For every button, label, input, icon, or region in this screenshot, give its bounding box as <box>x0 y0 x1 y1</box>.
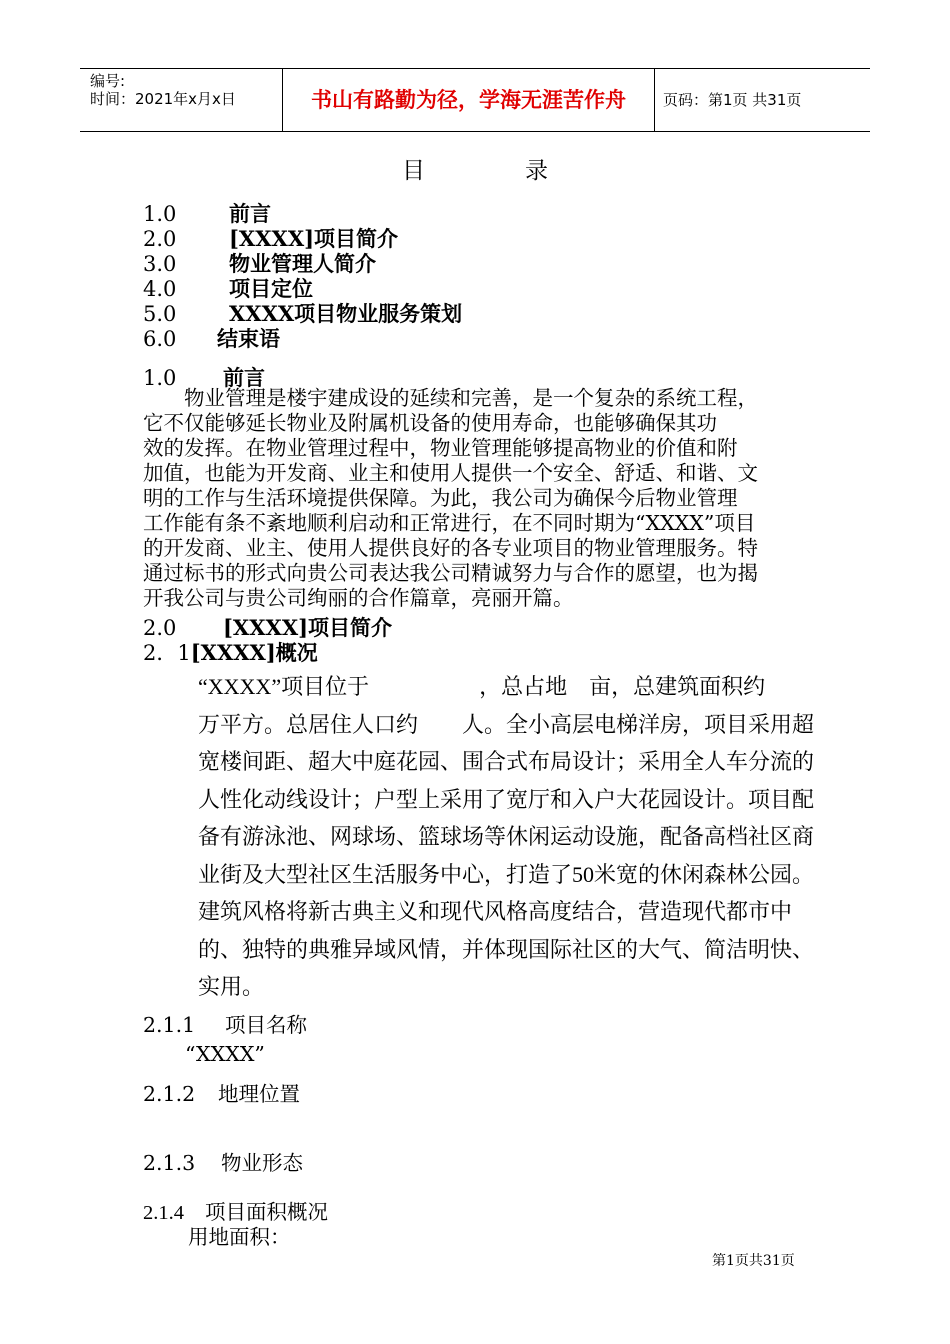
preface-paragraph <box>143 386 823 611</box>
text-line: 的开发商、业主、使用人提供良好的各专业项目的物业管理服务。特 <box>143 536 758 560</box>
text-line: 工作能有条不紊地顺利启动和正常进行，在不同时期为“XXXX”项目 <box>143 511 756 535</box>
section-number: 2.0 <box>143 616 177 640</box>
overview-paragraph <box>198 668 838 1006</box>
text-line: 业街及大型社区生活服务中心，打造了50米宽的休闲森林公园。 <box>198 861 815 887</box>
toc-item <box>143 201 462 226</box>
section-title: [XXXX]项目简介 <box>223 615 393 640</box>
toc-item <box>143 326 462 351</box>
subsection-heading <box>143 1146 303 1176</box>
toc-item <box>143 276 462 301</box>
toc-text: [XXXX]项目简介 <box>229 226 399 251</box>
text-line: 万平方。总居住人口约 人。全小高层电梯洋房，项目采用超 <box>198 711 815 737</box>
subsection-number: 2.1.2 <box>143 1082 196 1106</box>
page-footer: 第1页共31页 <box>712 1253 795 1269</box>
subsection-title: 地理位置 <box>218 1082 300 1106</box>
subsection-heading <box>143 1077 300 1107</box>
toc-item <box>143 301 462 326</box>
toc-text: 项目定位 <box>229 276 313 301</box>
toc-item <box>143 226 462 251</box>
subsection-number: 2.1.4 <box>143 1202 184 1224</box>
land-area-label: 用地面积： <box>188 1225 291 1249</box>
section-title: [XXXX]概况 <box>190 640 318 665</box>
toc-text: 结束语 <box>217 326 280 351</box>
toc-number: 1.0 <box>143 202 177 226</box>
text-line: 通过标书的形式向贵公司表达我公司精诚努力与合作的愿望，也为揭 <box>143 561 758 585</box>
header-meta <box>80 69 282 131</box>
page-header <box>80 68 870 132</box>
toc-number: 5.0 <box>143 302 177 326</box>
section-number: 2．1 <box>143 641 191 665</box>
text-line: 物业管理是楼宇建成设的延续和完善，是一个复杂的系统工程， <box>143 386 758 410</box>
subsection-title: 物业形态 <box>221 1151 303 1175</box>
section-title: 前言 <box>223 365 265 390</box>
section-number: 1.0 <box>143 366 177 390</box>
text-line: 建筑风格将新古典主义和现代风格高度结合，营造现代都市中 <box>198 899 793 924</box>
text-line: 实用。 <box>198 974 265 999</box>
page-title <box>0 152 950 185</box>
subsection-title: 项目名称 <box>225 1013 307 1037</box>
subsection-heading <box>143 1008 307 1038</box>
toc-number: 4.0 <box>143 277 177 301</box>
text-line: 开我公司与贵公司绚丽的合作篇章，亮丽开篇。 <box>143 586 574 610</box>
text-line: 的、独特的典雅异域风情，并体现国际社区的大气、简洁明快、 <box>198 936 815 962</box>
text-line: 它不仅能够延长物业及附属机设备的使用寿命，也能够确保其功 <box>143 411 717 435</box>
text-line: 明的工作与生活环境提供保障。为此，我公司为确保今后物业管理 <box>143 486 738 510</box>
title-char-2: 录 <box>525 158 548 184</box>
date-label: 时间：2021年x月x日 <box>90 90 236 108</box>
text-line: 宽楼间距、超大中庭花园、围合式布局设计；采用全人车分流的 <box>198 749 815 774</box>
subsection-title: 项目面积概况 <box>205 1202 328 1224</box>
section-heading-overview <box>143 637 318 667</box>
project-name-value: “XXXX” <box>185 1042 265 1066</box>
text-line: 备有游泳池、网球场、篮球场等休闲运动设施，配备高档社区商 <box>198 824 815 849</box>
subsection-number: 2.1.1 <box>143 1013 196 1037</box>
text-line: 加值，也能为开发商、业主和使用人提供一个安全、舒适、和谐、文 <box>143 461 758 485</box>
toc-text: 物业管理人简介 <box>229 251 376 276</box>
toc-text: XXXX项目物业服务策划 <box>229 301 463 326</box>
toc-item <box>143 251 462 276</box>
toc-number: 3.0 <box>143 252 177 276</box>
table-of-contents <box>143 201 462 351</box>
header-page-label: 页码：第1页 共31页 <box>663 91 802 109</box>
text-line: 效的发挥。在物业管理过程中，物业管理能够提高物业的价值和附 <box>143 436 738 460</box>
toc-number: 2.0 <box>143 227 177 251</box>
toc-number: 6.0 <box>143 327 177 351</box>
toc-text: 前言 <box>229 201 271 226</box>
header-motto: 书山有路勤为径，学海无涯苦作舟 <box>282 69 655 131</box>
title-char-1: 目 <box>402 158 425 184</box>
text-line: “XXXX”项目位于 ，总占地 亩，总建筑面积约 <box>198 674 766 699</box>
subsection-number: 2.1.3 <box>143 1151 196 1175</box>
serial-label: 编号: <box>90 72 126 90</box>
text-line: 人性化动线设计；户型上采用了宽厅和入户大花园设计。项目配 <box>198 786 815 812</box>
